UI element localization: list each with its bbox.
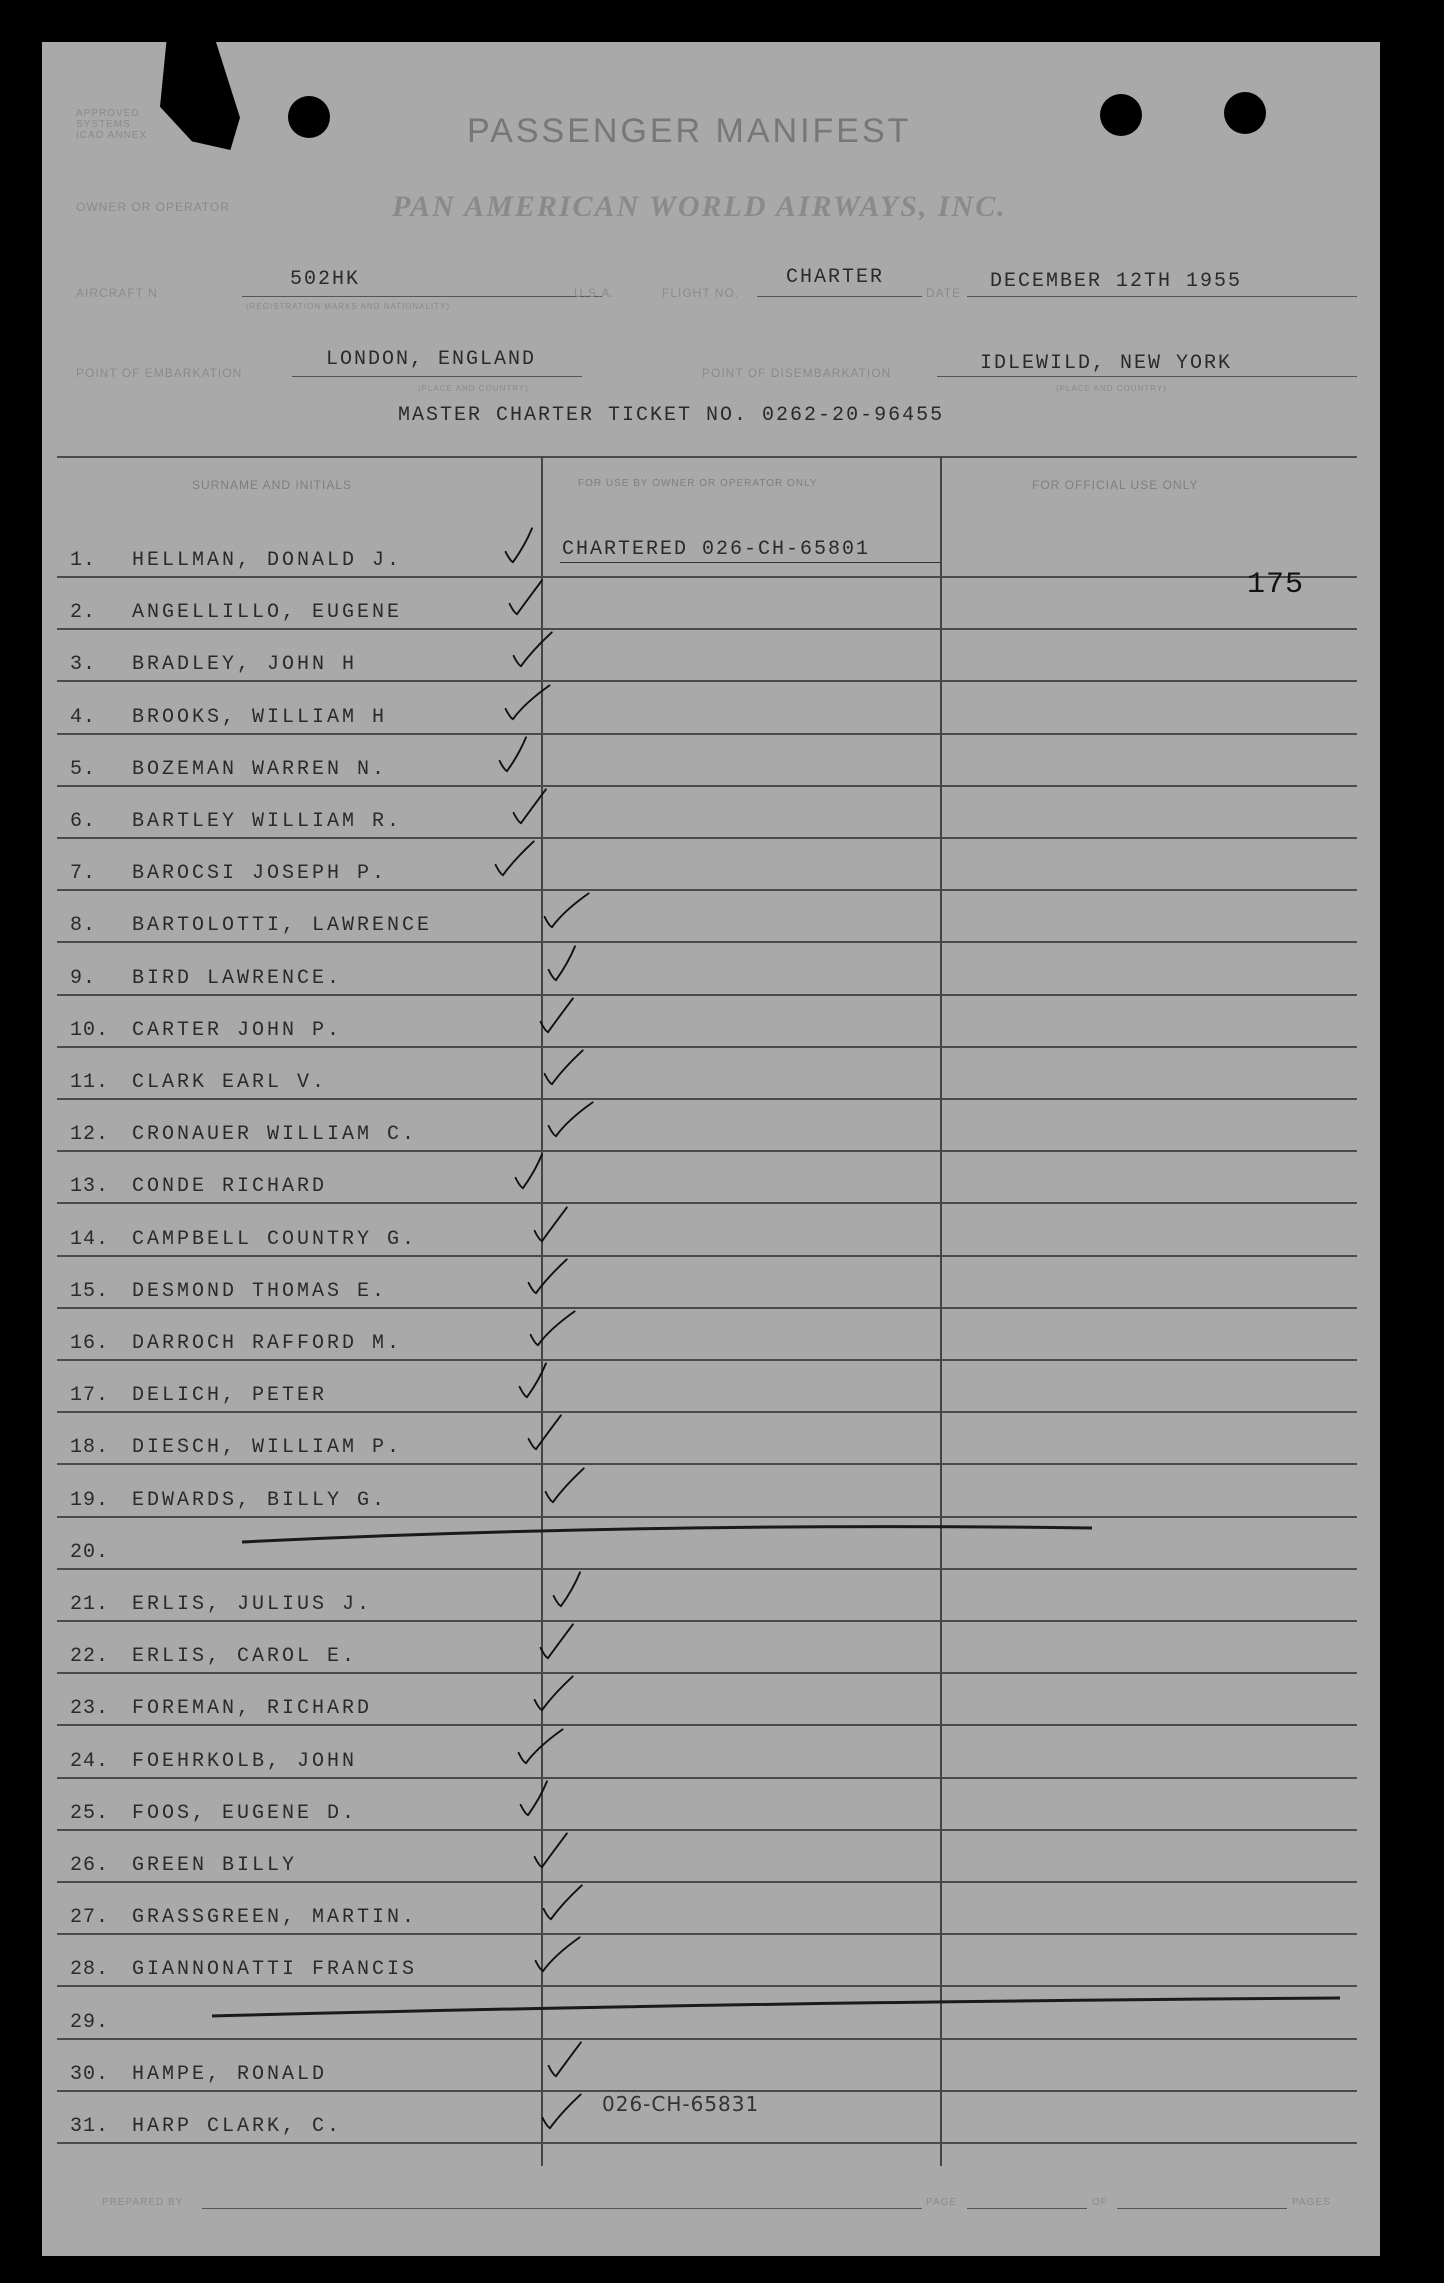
passenger-number: 15. <box>70 1279 110 1303</box>
passenger-number: 24. <box>70 1749 110 1773</box>
passenger-name: CLARK EARL V. <box>132 1071 328 1094</box>
passenger-number: 4. <box>70 705 97 729</box>
approval-note: APPROVED SYSTEMS ICAO ANNEX <box>76 108 148 141</box>
aircraft-registration: 502HK <box>290 268 361 291</box>
owner-label: OWNER OR OPERATOR <box>76 200 230 214</box>
prepared-by-underline <box>202 2208 922 2209</box>
passenger-number: 17. <box>70 1384 110 1408</box>
check-mark <box>497 524 567 568</box>
page-label: PAGE <box>926 2197 958 2208</box>
operator-name: PAN AMERICAN WORLD AIRWAYS, INC. <box>392 190 1007 223</box>
check-mark <box>526 1829 596 1873</box>
check-mark <box>545 1568 615 1612</box>
passenger-number: 3. <box>70 653 97 677</box>
passenger-number: 16. <box>70 1332 110 1355</box>
passenger-number: 25. <box>70 1801 110 1825</box>
registration-caption: (REGISTRATION MARKS AND NATIONALITY) <box>246 302 451 311</box>
passenger-number: 13. <box>70 1175 110 1199</box>
surname-column-header: SURNAME AND INITIALS <box>192 478 353 492</box>
disembarkation-label: POINT OF DISEMBARKATION <box>702 366 892 380</box>
chartered-reference: CHARTERED 026-CH-65801 <box>562 538 871 561</box>
passenger-name: GIANNONATTI FRANCIS <box>132 1958 418 1982</box>
check-mark <box>501 576 571 620</box>
passenger-name: BIRD LAWRENCE. <box>132 966 343 990</box>
strike-line-row-20 <box>242 1527 1092 1542</box>
disembarkation-place: IDLEWILD, NEW YORK <box>980 352 1233 375</box>
master-ticket-line: MASTER CHARTER TICKET NO. 0262-20-96455 <box>398 404 945 427</box>
check-mark <box>536 889 606 933</box>
check-mark <box>534 2090 604 2134</box>
passenger-number: 14. <box>70 1227 110 1251</box>
passenger-number: 7. <box>70 862 97 886</box>
passenger-number: 22. <box>70 1645 110 1669</box>
official-column-header: FOR OFFICIAL USE ONLY <box>1032 478 1199 492</box>
passenger-name: ERLIS, JULIUS J. <box>132 1593 373 1616</box>
check-mark <box>540 942 610 986</box>
passenger-number: 18. <box>70 1436 110 1460</box>
passenger-name: BAROCSI JOSEPH P. <box>132 862 388 886</box>
passenger-number: 27. <box>70 1906 110 1930</box>
check-mark <box>540 1098 610 1142</box>
passenger-name: GRASSGREEN, MARTIN. <box>132 1906 418 1930</box>
disembarkation-caption: (PLACE AND COUNTRY) <box>1056 384 1167 393</box>
check-mark <box>507 1150 577 1194</box>
passenger-number: 2. <box>70 601 97 625</box>
pages-label: PAGES <box>1292 2197 1331 2208</box>
passenger-name: DESMOND THOMAS E. <box>132 1279 388 1303</box>
check-mark <box>536 1046 606 1090</box>
passenger-name: HARP CLARK, C. <box>132 2115 343 2138</box>
flight-number: CHARTER <box>786 266 885 289</box>
strike-line-row-29 <box>212 1998 1340 2016</box>
passenger-name: FOREMAN, RICHARD <box>132 1697 373 1721</box>
last-ticket-reference: 026-CH-65831 <box>602 2092 760 2116</box>
check-mark <box>527 1933 597 1977</box>
strike-lines <box>42 42 1380 2256</box>
passenger-name: FOOS, EUGENE D. <box>132 1801 358 1825</box>
check-mark <box>491 733 561 777</box>
passenger-number: 6. <box>70 810 97 833</box>
check-mark <box>537 1464 607 1508</box>
date-label: DATE <box>926 286 962 300</box>
check-mark <box>522 1307 592 1351</box>
passenger-number: 1. <box>70 549 97 572</box>
passenger-number: 5. <box>70 757 97 781</box>
passenger-number: 28. <box>70 1958 110 1982</box>
of-underline <box>1117 2208 1287 2209</box>
embarkation-caption: (PLACE AND COUNTRY) <box>418 384 529 393</box>
passenger-name: DIESCH, WILLIAM P. <box>132 1436 403 1460</box>
passenger-number: 21. <box>70 1593 110 1616</box>
passenger-name: BRADLEY, JOHN H <box>132 653 358 677</box>
of-label: OF <box>1092 2197 1108 2208</box>
passenger-name: BARTOLOTTI, LAWRENCE <box>132 914 433 938</box>
prepared-by-label: PREPARED BY <box>102 2197 184 2208</box>
manifest-sheet <box>42 42 1380 2256</box>
check-mark <box>540 2038 610 2082</box>
check-mark <box>505 628 575 672</box>
passenger-name: HAMPE, RONALD <box>132 2062 328 2086</box>
owner-column-header: FOR USE BY OWNER OR OPERATOR ONLY <box>578 478 818 489</box>
passenger-name: CAMPBELL COUNTRY G. <box>132 1227 418 1251</box>
passenger-name: DARROCH RAFFORD M. <box>132 1332 403 1355</box>
passenger-number: 9. <box>70 966 97 990</box>
check-mark <box>487 837 557 881</box>
passenger-number: 31. <box>70 2115 110 2138</box>
check-mark <box>532 1620 602 1664</box>
page-underline <box>967 2208 1087 2209</box>
check-mark <box>510 1725 580 1769</box>
passenger-number: 19. <box>70 1488 110 1512</box>
embarkation-place: LONDON, ENGLAND <box>326 348 537 371</box>
passenger-name: BROOKS, WILLIAM H <box>132 705 388 729</box>
passenger-name: BARTLEY WILLIAM R. <box>132 810 403 833</box>
check-mark <box>535 1881 605 1925</box>
check-mark <box>532 994 602 1038</box>
check-mark <box>512 1777 582 1821</box>
passenger-name: ERLIS, CAROL E. <box>132 1645 358 1669</box>
check-mark <box>526 1672 596 1716</box>
passenger-number: 26. <box>70 1854 110 1877</box>
passenger-name: HELLMAN, DONALD J. <box>132 549 403 572</box>
check-mark <box>520 1255 590 1299</box>
check-mark <box>511 1359 581 1403</box>
check-mark <box>520 1411 590 1455</box>
aircraft-label: AIRCRAFT N <box>76 286 158 300</box>
usa-label: U.S.A. <box>574 286 615 300</box>
passenger-name: GREEN BILLY <box>132 1854 298 1877</box>
official-number: 175 <box>1247 568 1305 602</box>
passenger-number: 20. <box>70 1540 110 1564</box>
embarkation-label: POINT OF EMBARKATION <box>76 366 243 380</box>
flight-label: FLIGHT NO. <box>662 286 740 300</box>
flight-date: DECEMBER 12TH 1955 <box>990 270 1243 293</box>
passenger-number: 30. <box>70 2062 110 2086</box>
passenger-number: 10. <box>70 1018 110 1042</box>
passenger-number: 29. <box>70 2010 110 2034</box>
passenger-number: 23. <box>70 1697 110 1721</box>
passenger-name: FOEHRKOLB, JOHN <box>132 1749 358 1773</box>
passenger-name: BOZEMAN WARREN N. <box>132 757 388 781</box>
passenger-name: CONDE RICHARD <box>132 1175 328 1199</box>
passenger-number: 11. <box>70 1071 110 1094</box>
passenger-name: CARTER JOHN P. <box>132 1018 343 1042</box>
check-mark <box>505 785 575 829</box>
passenger-name: ANGELLILLO, EUGENE <box>132 601 403 625</box>
passenger-name: CRONAUER WILLIAM C. <box>132 1123 418 1147</box>
manifest-title: PASSENGER MANIFEST <box>467 112 912 150</box>
passenger-name: EDWARDS, BILLY G. <box>132 1488 388 1512</box>
passenger-number: 12. <box>70 1123 110 1147</box>
check-mark <box>526 1203 596 1247</box>
check-mark <box>497 681 567 725</box>
passenger-number: 8. <box>70 914 97 938</box>
passenger-name: DELICH, PETER <box>132 1384 328 1408</box>
